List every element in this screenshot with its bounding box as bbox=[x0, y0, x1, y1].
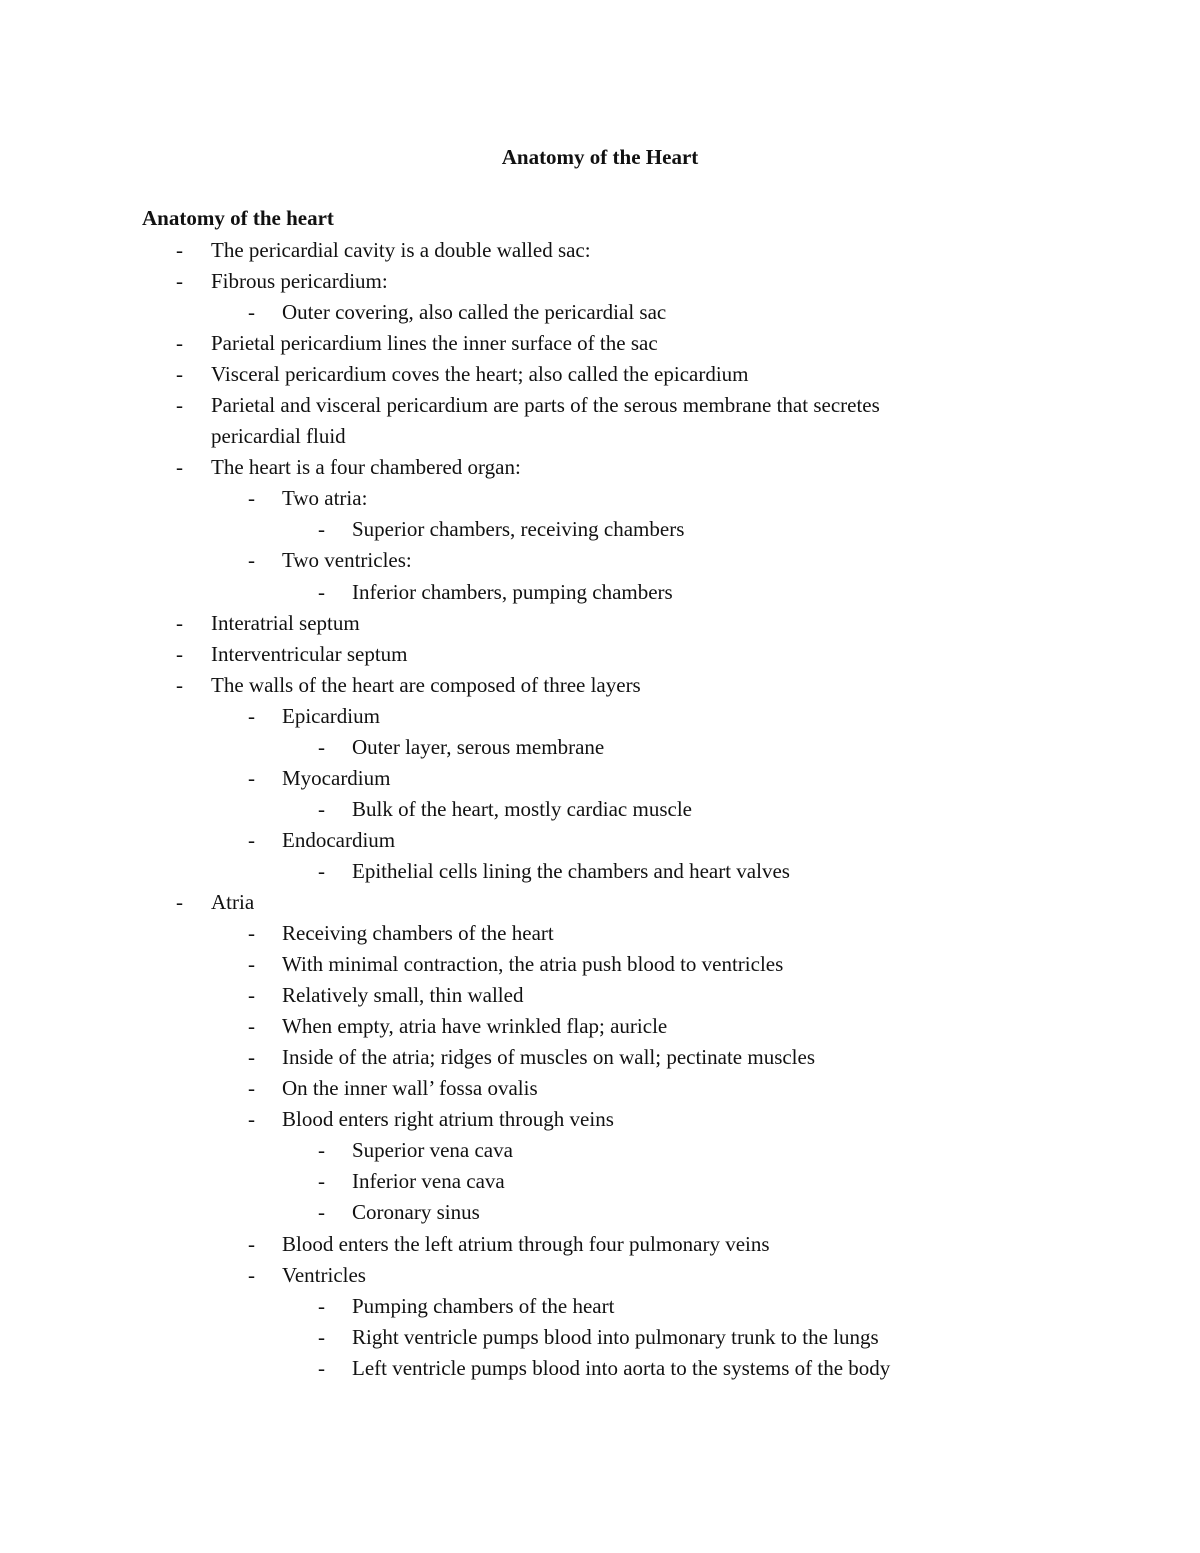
list-item-text: Interventricular septum bbox=[211, 641, 408, 666]
bullet-dash: - bbox=[318, 796, 325, 821]
bullet-dash: - bbox=[248, 1231, 255, 1256]
bullet-dash: - bbox=[318, 734, 325, 759]
bullet-dash: - bbox=[248, 300, 255, 325]
bullet-dash: - bbox=[248, 1076, 255, 1101]
list-item-text: Blood enters right atrium through veins bbox=[282, 1107, 614, 1132]
list-item-text: Epithelial cells lining the chambers and heart valves bbox=[352, 858, 790, 883]
bullet-dash: - bbox=[248, 921, 255, 946]
list-item-text: Atria bbox=[211, 889, 255, 914]
list-item-text: On the inner wall’ fossa ovalis bbox=[282, 1076, 538, 1101]
list-item bbox=[0, 483, 1200, 514]
list-item-text: Epicardium bbox=[282, 703, 380, 728]
list-item bbox=[0, 1197, 1200, 1228]
list-item-text: Interatrial septum bbox=[211, 610, 360, 635]
list-item-text: With minimal contraction, the atria push blood to ventricles bbox=[282, 952, 784, 977]
list-item bbox=[0, 1135, 1200, 1166]
bullet-dash: - bbox=[176, 610, 183, 635]
list-item bbox=[0, 701, 1200, 732]
bullet-dash: - bbox=[176, 331, 183, 356]
bullet-dash: - bbox=[248, 486, 255, 511]
list-item bbox=[0, 297, 1200, 328]
list-item bbox=[0, 732, 1200, 763]
bullet-dash: - bbox=[248, 1262, 255, 1287]
list-item bbox=[0, 1104, 1200, 1135]
bullet-dash: - bbox=[318, 1138, 325, 1163]
bullet-dash: - bbox=[318, 579, 325, 604]
bullet-dash: - bbox=[248, 548, 255, 573]
list-item bbox=[0, 235, 1200, 266]
section-heading: Anatomy of the heart bbox=[142, 206, 334, 230]
bullet-dash: - bbox=[176, 238, 183, 262]
bullet-dash: - bbox=[248, 1107, 255, 1132]
bullet-dash: - bbox=[318, 1200, 325, 1225]
list-item bbox=[0, 328, 1200, 359]
list-item bbox=[0, 452, 1200, 483]
list-item-text: Receiving chambers of the heart bbox=[282, 921, 554, 946]
bullet-dash: - bbox=[176, 455, 183, 480]
list-item-text: Two atria: bbox=[282, 486, 368, 511]
list-item bbox=[0, 545, 1200, 576]
list-item bbox=[0, 514, 1200, 545]
list-item-text: Fibrous pericardium: bbox=[211, 269, 388, 294]
list-item bbox=[0, 359, 1200, 390]
list-item-text: Relatively small, thin walled bbox=[282, 983, 524, 1008]
list-item-text: Superior chambers, receiving chambers bbox=[352, 517, 685, 542]
bullet-dash: - bbox=[176, 269, 183, 294]
list-item bbox=[0, 825, 1200, 856]
list-item bbox=[0, 670, 1200, 701]
list-item-text: Two ventricles: bbox=[282, 548, 412, 573]
bullet-dash: - bbox=[318, 858, 325, 883]
list-item-text: Outer layer, serous membrane bbox=[352, 734, 605, 759]
list-item bbox=[0, 1291, 1200, 1322]
bullet-dash: - bbox=[176, 889, 183, 914]
list-item bbox=[0, 608, 1200, 639]
bullet-dash: - bbox=[318, 1324, 325, 1349]
list-item bbox=[0, 1229, 1200, 1260]
bullet-dash: - bbox=[248, 983, 255, 1008]
list-item bbox=[0, 887, 1200, 918]
list-item-text: Parietal and visceral pericardium are parts of the serous membrane that secretes pericardial fluid bbox=[211, 393, 880, 449]
list-item-text: Endocardium bbox=[282, 827, 396, 852]
list-item-text: Inferior chambers, pumping chambers bbox=[352, 579, 673, 604]
list-item-text: Visceral pericardium coves the heart; also called the epicardium bbox=[211, 362, 749, 387]
list-item bbox=[0, 1322, 1200, 1353]
list-item-text: Coronary sinus bbox=[352, 1200, 480, 1225]
bullet-dash: - bbox=[248, 952, 255, 977]
bullet-dash: - bbox=[248, 1014, 255, 1039]
bullet-dash: - bbox=[318, 1355, 325, 1380]
list-item bbox=[0, 1260, 1200, 1291]
list-item bbox=[0, 577, 1200, 608]
bullet-dash: - bbox=[176, 672, 183, 697]
bullet-dash: - bbox=[176, 393, 183, 418]
list-item-text: The heart is a four chambered organ: bbox=[211, 455, 521, 480]
list-item bbox=[0, 856, 1200, 887]
list-item bbox=[0, 763, 1200, 794]
list-item bbox=[0, 1011, 1200, 1042]
list-item bbox=[0, 1353, 1200, 1384]
list-item-text: Myocardium bbox=[282, 765, 391, 790]
bullet-dash: - bbox=[248, 1045, 255, 1070]
list-item-text: The walls of the heart are composed of three layers bbox=[211, 672, 641, 697]
list-item-text: Parietal pericardium lines the inner surface of the sac bbox=[211, 331, 658, 356]
list-item-text: Pumping chambers of the heart bbox=[352, 1293, 615, 1318]
list-item bbox=[0, 1166, 1200, 1197]
list-item-text: Inside of the atria; ridges of muscles on wall; pectinate muscles bbox=[282, 1045, 816, 1070]
list-item bbox=[0, 949, 1200, 980]
list-item-text: Inferior vena cava bbox=[352, 1169, 505, 1194]
bullet-dash: - bbox=[318, 1169, 325, 1194]
list-item bbox=[0, 266, 1200, 297]
list-item bbox=[0, 1042, 1200, 1073]
list-item bbox=[0, 918, 1200, 949]
list-item-text: When empty, atria have wrinkled flap; auricle bbox=[282, 1014, 668, 1039]
list-item-text: Superior vena cava bbox=[352, 1138, 513, 1163]
bullet-dash: - bbox=[248, 827, 255, 852]
list-item-text: Ventricles bbox=[282, 1262, 366, 1287]
list-item bbox=[0, 794, 1200, 825]
bullet-dash: - bbox=[176, 641, 183, 666]
bullet-dash: - bbox=[176, 362, 183, 387]
bullet-dash: - bbox=[248, 765, 255, 790]
list-item-text: Right ventricle pumps blood into pulmonary trunk to the lungs bbox=[352, 1324, 879, 1349]
list-item-text: Outer covering, also called the pericardial sac bbox=[282, 300, 667, 325]
list-item-text: The pericardial cavity is a double walled sac: bbox=[211, 238, 591, 262]
list-item-text: Blood enters the left atrium through four pulmonary veins bbox=[282, 1231, 770, 1256]
list-item-text: Bulk of the heart, mostly cardiac muscle bbox=[352, 796, 692, 821]
bullet-dash: - bbox=[318, 517, 325, 542]
list-item bbox=[0, 1073, 1200, 1104]
bullet-dash: - bbox=[248, 703, 255, 728]
list-item bbox=[0, 639, 1200, 670]
list-item bbox=[0, 980, 1200, 1011]
document-title: Anatomy of the Heart bbox=[501, 145, 699, 169]
list-item-text: Left ventricle pumps blood into aorta to the systems of the body bbox=[352, 1355, 891, 1380]
bullet-dash: - bbox=[318, 1293, 325, 1318]
bullet-outline bbox=[0, 235, 1200, 1384]
list-item bbox=[0, 390, 1200, 452]
